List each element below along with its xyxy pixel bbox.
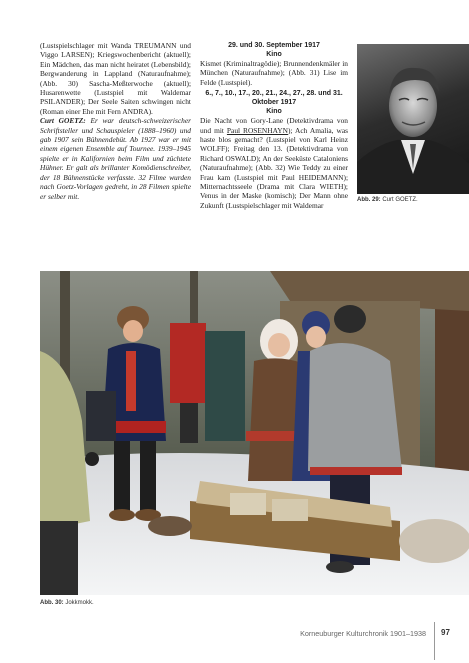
bio-paragraph	[40, 116, 191, 201]
footer-divider	[434, 622, 435, 660]
section-type-kino-1: Kino	[266, 51, 282, 58]
text-column-middle	[200, 41, 348, 210]
bio-text: Er war deutsch-schweizerischer Schriftsteller und Schauspieler (1888–1960) und gab 1907 sein Bühnendebüt. Ab 1927 war er mit einem eigenen Ensemble auf Tournee. 1939–1945 spielte er in Kalifornien beim Film und züchtete Hühner. Er galt als brillanter Komödienschreiber, der 18 Bühnenstücke verfasste. 32 Filme wurden nach Goetz-Vorlagen gedreht, in 28 Filmen spielte er selber mit.	[40, 116, 191, 201]
market-scene-illustration	[40, 271, 469, 595]
page-number: 97	[441, 628, 450, 637]
section-type-kino-2: Kino	[266, 108, 282, 116]
section-text-september: Kismet (Kriminaltragödie); Brunnendenkmäler in München (Naturaufnahme); (Abb. 31) Lise im Felde (Lustspiel).	[200, 59, 348, 87]
caption-abb-30-label: Abb. 30:	[40, 600, 64, 606]
text-column-left	[40, 41, 191, 201]
caption-abb-29-text: Curt GOETZ.	[380, 197, 418, 203]
bio-name: Curt GOETZ:	[40, 116, 86, 126]
section-text-october	[200, 116, 348, 210]
footer-publication-title: Korneuburger Kulturchronik 1901–1938	[300, 629, 426, 638]
section-date-september: 29. und 30. September 1917	[228, 42, 320, 49]
caption-abb-30-text: Jokkmokk.	[63, 600, 94, 606]
caption-abb-29	[357, 197, 418, 203]
section-text-part-a: Die Nacht von Gory-Lane (Detektivdrama von und mit	[200, 116, 348, 135]
caption-abb-30	[40, 600, 94, 606]
market-photo	[40, 271, 469, 595]
portrait-illustration	[357, 44, 469, 194]
paragraph-program-list: (Lustspielschlager mit Wanda TREUMANN und Viggo LARSEN); Kriegswochenbericht (aktuell); Ein Mädchen, das man nicht heiratet (Lebensbild); Bergwanderung in Lappland (Naturaufnahme); (Abb. 30) Sascha-Meßterwoche (aktuell); Husarenwette (Lustspiel mit Waldemar PSILANDER); Der Seele Saiten schwingen nicht (Roman einer Ehe mit Fern ANDRA).	[40, 41, 191, 116]
portrait-photo	[357, 44, 469, 194]
underlined-name: Paul ROSENHAYN	[226, 125, 288, 135]
section-text-part-b: ); Ach Amalia, was haste blos gemacht? (Lustspiel von Karl Heinz WOLFF); Freitag den 13. (Detektivdrama von Richard OSWALD); An der Seeküste Cataloniens (Naturaufnahme); (Abb. 32) Wie Teddy zu einer Frau kam (Lustspiel mit Paul HEIDEMANN); Mitternachtsseele (Drama mit Clara WIETH); Venus in der Maske (komisch); Der Mann ohne Zukunft (Lustspielschlager mit Waldemar	[200, 125, 349, 210]
section-date-october: 6., 7., 10., 17., 20., 21., 24., 27., 28. und 31. Oktober 1917	[205, 90, 343, 107]
caption-abb-29-label: Abb. 29:	[357, 197, 381, 203]
